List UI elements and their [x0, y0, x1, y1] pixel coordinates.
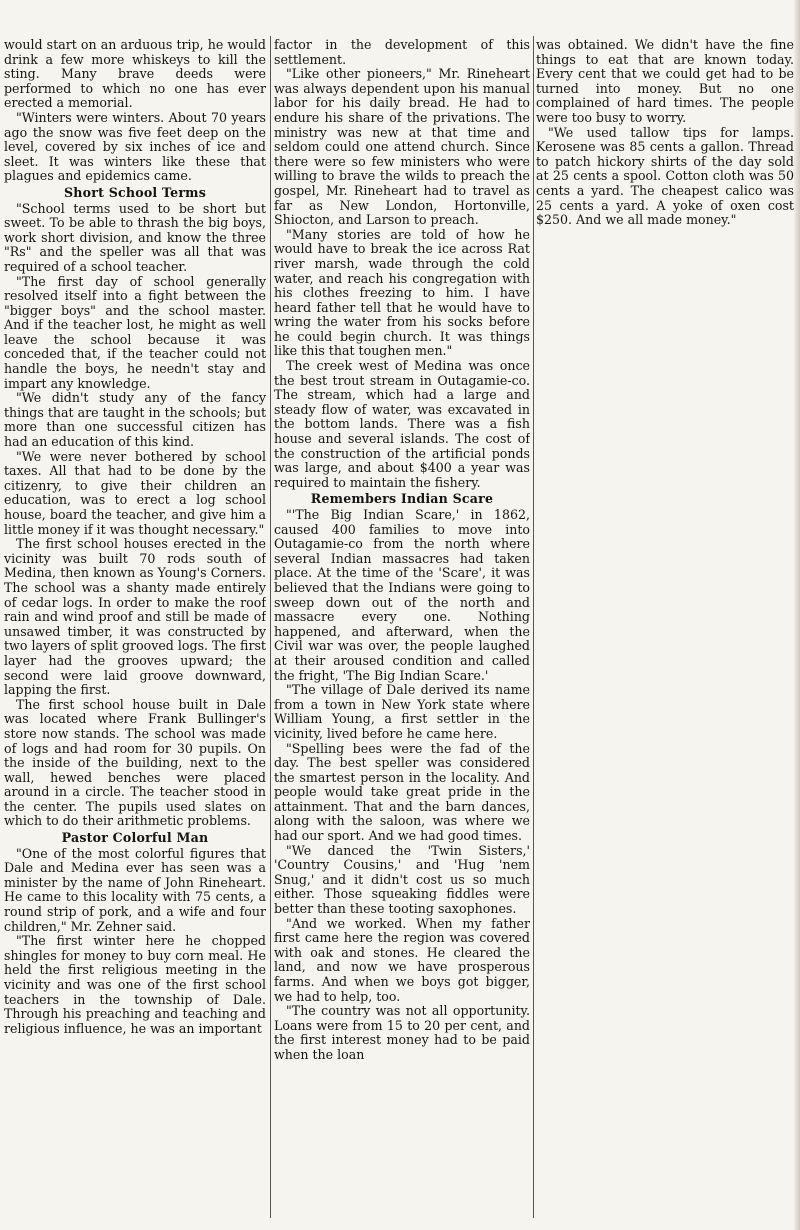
column-3	[536, 38, 794, 1220]
paragraph: "Many stories are told of how he would have to break the ice across Rat river marsh, wade through the cold water, and reach his congregation with his clothes freezing to him. I have heard father tell that he would have to wring the water from his socks before he could begin church. It was things like this that toughen men."	[274, 226, 530, 359]
paragraph: "We danced the 'Twin Sisters,' 'Country Cousins,' and 'Hug 'nem Snug,' and it didn't cost us so much either. Those squeaking fiddles were better than these tooting saxophones.	[274, 842, 530, 917]
paragraph: "Spelling bees were the fad of the day. The best speller was considered the smartest person in the locality. And people would take great pride in the attainment. That and the barn dances, along with the saloon, was where we had our sport. And we had good times.	[274, 740, 530, 844]
page-edge	[794, 0, 800, 1230]
paragraph: "We didn't study any of the fancy things that are taught in the schools; but more than one successful citizen has had an education of this kind.	[4, 390, 266, 450]
column-2	[274, 38, 530, 1220]
paragraph: The first school house built in Dale was located where Frank Bullinger's store now stands. The school was made of logs and had room for 30 pupils. On the inside of the building, next to the wall, hewed benches were placed around in a circle. The teacher stood in the center. The pupils used slates on which to do their arithmetic problems.	[4, 696, 266, 829]
paragraph: "The village of Dale derived its name from a town in New York state where William Young, a first settler in the vicinity, lived before he came here.	[274, 682, 530, 741]
subheading: Short School Terms	[64, 184, 206, 200]
paragraph: "We were never bothered by school taxes. All that had to be done by the citizenry, to give their children an education, was to erect a log school house, board the teacher, and give him a little money if it was thought necessary."	[4, 448, 266, 537]
paragraph: "The first winter here he chopped shingles for money to buy corn meal. He held the first religious meeting in the vicinity and was one of the first school teachers in the township of Dale. Through his preaching and teaching and religious influence, he was an important	[4, 933, 266, 1036]
subheading: Remembers Indian Scare	[310, 491, 494, 507]
paragraph: The first school houses erected in the vicinity was built 70 rods south of Medina, then known as Young's Corners. The school was a shanty made entirely of cedar logs. In order to make the roof rain and wind proof and still be made of unsawed timber, it was constructed by two layers of split grooved logs. The first layer had the grooves upward; the second were laid groove downward, lapping the first.	[4, 536, 266, 698]
column-rule	[533, 36, 534, 1218]
column-rule	[270, 36, 271, 1218]
paragraph: "And we worked. When my father first came here the region was covered with oak and stones. He cleared the land, and now we have prosperous farms. And when we boys got bigger, we had to help, too.	[274, 915, 530, 1004]
paragraph: would start on an arduous trip, he would drink a few more whiskeys to kill the sting. Many brave deeds were performed to which no one has ever erected a memorial.	[4, 38, 266, 111]
paragraph: "Like other pioneers," Mr. Rineheart was always dependent upon his manual labor for his daily bread. He had to endure his share of the privations. The ministry was new at that time and seldom could one attend church. Since there were so few ministers who were willing to brave the wilds to preach the gospel, Mr. Rineheart had to travel as far as New London, Hortonville, Shiocton, and Larson to preach.	[274, 66, 530, 228]
paragraph: "School terms used to be short but sweet. To be able to thrash the big boys, work short division, and know the three "Rs" and the speller was all that was required of a school teacher.	[4, 200, 266, 274]
subheading: Pastor Colorful Man	[61, 830, 209, 846]
paragraph: factor in the development of this settlement.	[274, 38, 530, 67]
paragraph: "'The Big Indian Scare,' in 1862, caused 400 families to move into Outagamie-co from the north where several Indian massacres had taken place. At the time of the 'Scare', it was believed that the Indians were going to sweep down out of the north and massacre every one. Nothing happened, and afterward, when the Civil war was over, the people laughed at their aroused condition and called the fright, 'The Big Indian Scare.'	[274, 507, 530, 683]
paragraph: "The country was not all opportunity. Loans were from 15 to 20 per cent, and the first interest money had to be paid when the loan	[274, 1003, 530, 1062]
paragraph: was obtained. We didn't have the fine things to eat that are known today. Every cent that we could get had to be turned into money. But no one complained of hard times. The people were too busy to worry.	[536, 38, 794, 125]
paragraph: "Winters were winters. About 70 years ago the snow was five feet deep on the level, covered by six inches of ice and sleet. It was winters like these that plagues and epidemics came.	[4, 109, 266, 184]
paragraph: "We used tallow tips for lamps. Kerosene was 85 cents a gallon. Thread to patch hickory shirts of the day sold at 25 cents a spool. Cotton cloth was 50 cents a yard. The cheapest calico was 25 cents a yard. A yoke of oxen cost $250. And we all made money."	[536, 124, 794, 228]
paragraph: The creek west of Medina was once the best trout stream in Outagamie-co. The stream, which had a large and steady flow of water, was excavated in the bottom lands. There was a fish house and several islands. The cost of the construction of the artificial ponds was large, and about $400 a year was required to maintain the fishery.	[274, 358, 530, 490]
paragraph: "The first day of school generally resolved itself into a fight between the "bigger boys" and the school master. And if the teacher lost, he might as well leave the school because it was conceded that, if the teacher could not handle the boys, he needn't stay and impart any knowledge.	[4, 273, 266, 391]
paragraph: "One of the most colorful figures that Dale and Medina ever has seen was a minister by the name of John Rineheart. He came to this locality with 75 cents, a round strip of pork, and a wife and four children," Mr. Zehner said.	[4, 845, 266, 934]
column-1	[4, 38, 266, 1220]
